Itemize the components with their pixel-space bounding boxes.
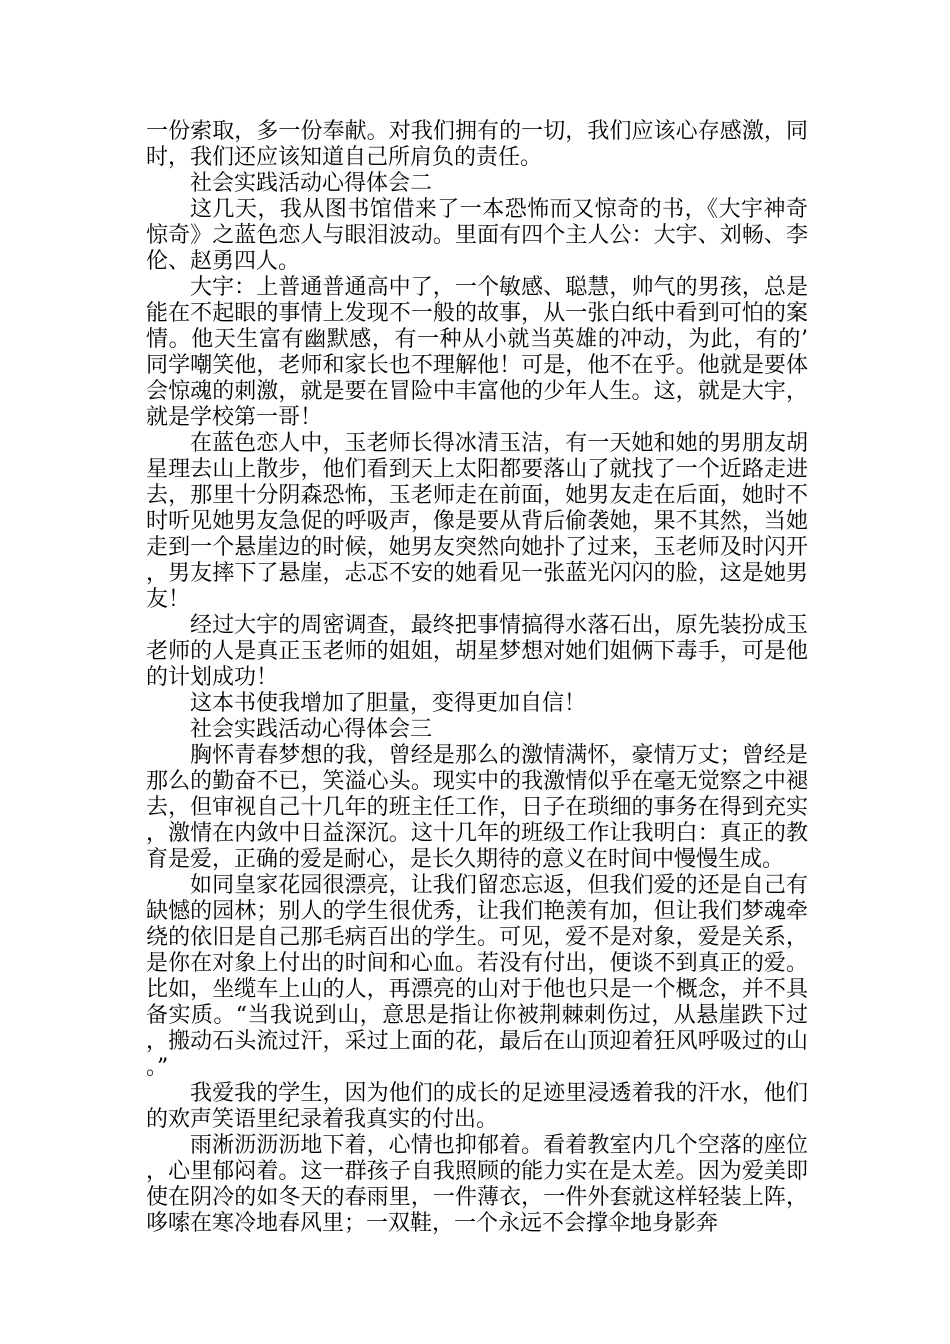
paragraph: 胸怀青春梦想的我，曾经是那么的激情满怀，豪情万丈；曾经是那么的勤奋不已，笑溢心头。现实中的我激情似乎在毫无觉察之中褪去，但审视自己十几年的班主任工作，日子在琐细的事务在得到充实，激情在内敛中日益深沉。这十几年的班级工作让我明白：真正的教育是爱，正确的爱是耐心，是长久期待的意义在时间中慢慢生成。 bbox=[146, 743, 808, 872]
paragraph: 雨淅沥沥沥地下着，心情也抑郁着。看着教室内几个空落的座位，心里郁闷着。这一群孩子自我照顾的能力实在是太差。因为爱美即使在阴冷的如冬天的春雨里，一件薄衣，一件外套就这样轻装上阵，哆嗦在寒冷地春风里；一双鞋，一个永远不会撑伞地身影奔 bbox=[146, 1133, 808, 1236]
paragraph: 大宇：上普通普通高中了，一个敏感、聪慧，帅气的男孩，总是能在不起眼的事情上发现不一般的故事，从一张白纸中看到可怕的案情。他天生富有幽默感，有一种从小就当英雄的冲动，为此，有的’同学嘲笑他，老师和家长也不理解他！可是，他不在乎。他就是要体会惊魂的刺激，就是要在冒险中丰富他的少年人生。这，就是大宇，就是学校第一哥！ bbox=[146, 275, 808, 430]
section-heading-3: 社会实践活动心得体会三 bbox=[190, 717, 433, 742]
paragraph-continuation: 一份索取，多一份奉献。对我们拥有的一切，我们应该心存感激，同时，我们还应该知道自己所肩负的责任。 bbox=[146, 119, 808, 170]
document-body bbox=[146, 119, 808, 1237]
paragraph: 如同皇家花园很漂亮，让我们留恋忘返，但我们爱的还是自己有缺憾的园林；别人的学生很优秀，让我们艳羡有加，但让我们梦魂牵绕的依旧是自己那毛病百出的学生。可见，爱不是对象，爱是关系，是你在对象上付出的时间和心血。若没有付出，便谈不到真正的爱。比如，坐缆车上山的人，再漂亮的山对于他也只是一个概念，并不具备实质。“当我说到山，意思是指让你被荆棘刺伤过，从悬崖跌下过，搬动石头流过汗，采过上面的花，最后在山顶迎着狂风呼吸过的山。” bbox=[146, 873, 808, 1080]
section-heading-2: 社会实践活动心得体会二 bbox=[190, 171, 433, 196]
paragraph: 在蓝色恋人中，玉老师长得冰清玉洁，有一天她和她的男朋友胡星理去山上散步，他们看到天上太阳都要落山了就找了一个近路走进去，那里十分阴森恐怖，玉老师走在前面，她男友走在后面，她时不时听见她男友急促的呼吸声，像是要从背后偷袭她，果不其然，当她走到一个悬崖边的时候，她男友突然向她扑了过来，玉老师及时闪开，男友摔下了悬崖，忐忑不安的她看见一张蓝光闪闪的脸，这是她男友！ bbox=[146, 431, 808, 612]
paragraph: 这几天，我从图书馆借来了一本恐怖而又惊奇的书，《大宇神奇惊奇》之蓝色恋人与眼泪波动。里面有四个主人公：大宇、刘畅、李伦、赵勇四人。 bbox=[146, 197, 808, 274]
paragraph: 这本书使我增加了胆量，变得更加自信！ bbox=[190, 691, 587, 716]
paragraph: 我爱我的学生，因为他们的成长的足迹里浸透着我的汗水，他们的欢声笑语里纪录着我真实的付出。 bbox=[146, 1081, 808, 1132]
paragraph: 经过大宇的周密调查，最终把事情搞得水落石出，原先装扮成玉老师的人是真正玉老师的姐姐，胡星梦想对她们姐俩下毒手，可是他的计划成功！ bbox=[146, 613, 808, 690]
